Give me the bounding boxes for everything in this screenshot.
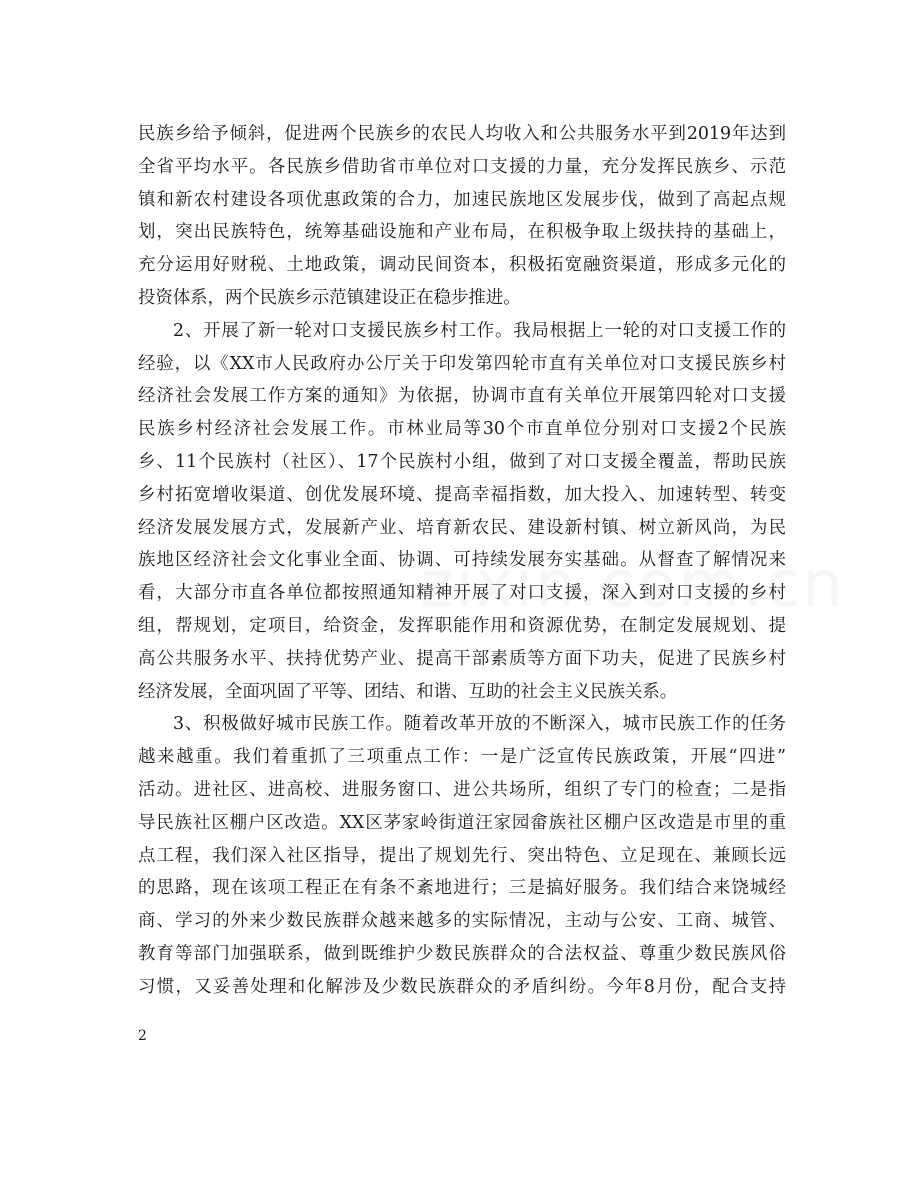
text-line: 经济发展，全面巩固了平等、团结、和谐、互助的社会主义民族关系。 — [138, 681, 678, 702]
text-line: 的思路，现在该项工程正在有条不紊地进行；三是搞好服务。我们结合来饶城经 — [138, 878, 786, 899]
text-line: 乡、11个民族村（社区）、17个民族村小组，做到了对口支援全覆盖，帮助民族 — [138, 451, 786, 472]
text-line: 商、学习的外来少数民族群众越来越多的实际情况，主动与公安、工商、城管、 — [138, 911, 786, 932]
text-line: 看，大部分市直各单位都按照通知精神开展了对口支援，深入到对口支援的乡村 — [138, 583, 786, 604]
paragraph-2-first-line: 2、开展了新一轮对口支援民族乡村工作。我局根据上一轮的对口支援工作的 — [173, 320, 786, 341]
text-line: 投资体系，两个民族乡示范镇建设正在稳步推进。 — [138, 287, 521, 308]
text-line: 点工程，我们深入社区指导，提出了规划先行、突出特色、立足现在、兼顾长远 — [138, 845, 786, 866]
text-line: 乡村拓宽增收渠道、创优发展环境、提高幸福指数，加大投入、加速转型、转变 — [138, 484, 786, 505]
text-line: 充分运用好财税、土地政策，调动民间资本，积极拓宽融资渠道，形成多元化的 — [138, 255, 786, 276]
text-line: 活动。进社区、进高校、进服务窗口、进公共场所，组织了专门的检查；二是指 — [138, 779, 786, 800]
paragraph-3-first-line: 3、积极做好城市民族工作。随着改革开放的不断深入，城市民族工作的任务 — [173, 714, 786, 735]
body-text — [138, 118, 786, 1004]
text-line: 习惯，又妥善处理和化解涉及少数民族群众的矛盾纠纷。今年8月份，配合支持 — [138, 976, 786, 997]
text-line: 族地区经济社会文化事业全面、协调、可持续发展夯实基础。从督查了解情况来 — [138, 550, 786, 571]
text-line: 镇和新农村建设各项优惠政策的合力，加速民族地区发展步伐，做到了高起点规 — [138, 189, 786, 210]
text-line: 民族乡给予倾斜，促进两个民族乡的农民人均收入和公共服务水平到2019年达到 — [138, 124, 786, 144]
text-line: 教育等部门加强联系，做到既维护少数民族群众的合法权益、尊重少数民族风俗 — [138, 943, 786, 964]
text-line: 组，帮规划，定项目，给资金，发挥职能作用和资源优势，在制定发展规划、提 — [138, 615, 786, 636]
text-line: 经验，以《XX市人民政府办公厅关于印发第四轮市直有关单位对口支援民族乡村 — [138, 353, 786, 374]
text-line: 划，突出民族特色，统筹基础设施和产业布局，在积极争取上级扶持的基础上， — [138, 222, 786, 243]
text-line: 经济社会发展工作方案的通知》为依据，协调市直有关单位开展第四轮对口支援 — [138, 386, 786, 407]
text-line: 民族乡村经济社会发展工作。市林业局等30个市直单位分别对口支援2个民族 — [138, 419, 786, 440]
text-line: 高公共服务水平、扶持优势产业、提高干部素质等方面下功夫，促进了民族乡村 — [138, 648, 786, 669]
text-line: 越来越重。我们着重抓了三项重点工作：一是广泛宣传民族政策，开展“四进” — [138, 747, 786, 768]
text-line: 全省平均水平。各民族乡借助省市单位对口支援的力量，充分发挥民族乡、示范 — [138, 156, 786, 177]
page-number: 2 — [138, 1028, 147, 1044]
text-line: 经济发展发展方式，发展新产业、培育新农民、建设新村镇、树立新风尚，为民 — [138, 517, 786, 538]
text-line: 导民族社区棚户区改造。XX区茅家岭街道汪家园畲族社区棚户区改造是市里的重 — [138, 812, 786, 833]
